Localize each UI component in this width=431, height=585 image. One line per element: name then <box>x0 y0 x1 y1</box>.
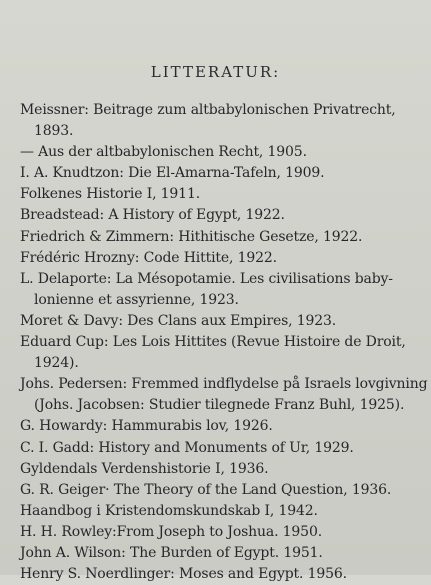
entry-text: Johs. Pedersen: Fremmed indflydelse på Israels lovgivning <box>20 376 428 393</box>
entry-text: Eduard Cup: Les Lois Hittites (Revue Histoire de Droit, <box>20 334 406 351</box>
bibliography-entry <box>20 311 420 332</box>
entry-text: C. I. Gadd: History and Monuments of Ur, 1929. <box>20 439 354 456</box>
entry-text: Friedrich & Zimmern: Hithitische Gesetze, 1922. <box>20 228 363 245</box>
bibliography-entry <box>20 480 420 501</box>
entry-text: — Aus der altbabylonischen Recht, 1905. <box>20 144 307 161</box>
entry-text: G. Howardy: Hammurabis lov, 1926. <box>20 418 273 435</box>
entry-text: Moret & Davy: Des Clans aux Empires, 1923. <box>20 312 337 329</box>
bibliography-entry <box>20 438 420 459</box>
entry-text: I. A. Knudtzon: Die El-Amarna-Tafeln, 1909. <box>20 165 325 182</box>
entry-text: Frédéric Hrozny: Code Hittite, 1922. <box>20 249 277 266</box>
bibliography-entry <box>20 248 420 269</box>
bibliography-entry <box>20 227 420 248</box>
bibliography-entry <box>20 374 428 416</box>
bibliography-list <box>20 100 428 585</box>
bibliography-entry <box>20 416 420 437</box>
entry-text: L. Delaporte: La Mésopotamie. Les civilisations baby- <box>20 270 393 287</box>
bibliography-entry <box>20 543 420 564</box>
entry-text: Folkenes Historie I, 1911. <box>20 186 201 203</box>
bibliography-entry <box>20 332 420 374</box>
bibliography-entry <box>20 501 420 522</box>
entry-text: Breadstead: A History of Egypt, 1922. <box>20 207 285 224</box>
bibliography-entry <box>20 269 420 311</box>
entry-text: Gyldendals Verdenshistorie I, 1936. <box>20 460 269 477</box>
bibliography-entry <box>20 100 420 142</box>
entry-text: H. H. Rowley:From Joseph to Joshua. 1950. <box>20 523 323 540</box>
entry-text: G. R. Geiger· The Theory of the Land Question, 1936. <box>20 481 392 498</box>
bibliography-entry <box>20 163 420 184</box>
bibliography-entry <box>20 205 420 226</box>
bibliography-entry <box>20 184 420 205</box>
entry-text: John A. Wilson: The Burden of Egypt. 1951. <box>20 544 323 561</box>
page-heading: LITTERATUR: <box>150 63 281 81</box>
bibliography-entry <box>20 142 420 163</box>
bibliography-entry <box>20 522 420 543</box>
entry-continuation: 1924). <box>34 355 79 372</box>
entry-continuation: 1893. <box>34 123 74 140</box>
entry-text: Meissner: Beitrage zum altbabylonischen Privatrecht, <box>20 102 396 118</box>
bibliography-entry <box>20 459 420 480</box>
entry-text: Henry S. Noerdlinger: Moses and Egypt. 1956. <box>20 566 347 583</box>
entry-continuation: lonienne et assyrienne, 1923. <box>34 291 239 308</box>
entry-continuation: (Johs. Jacobsen: Studier tilegnede Franz Buhl, 1925). <box>34 397 405 414</box>
entry-text: Haandbog i Kristendomskundskab I, 1942. <box>20 502 318 519</box>
